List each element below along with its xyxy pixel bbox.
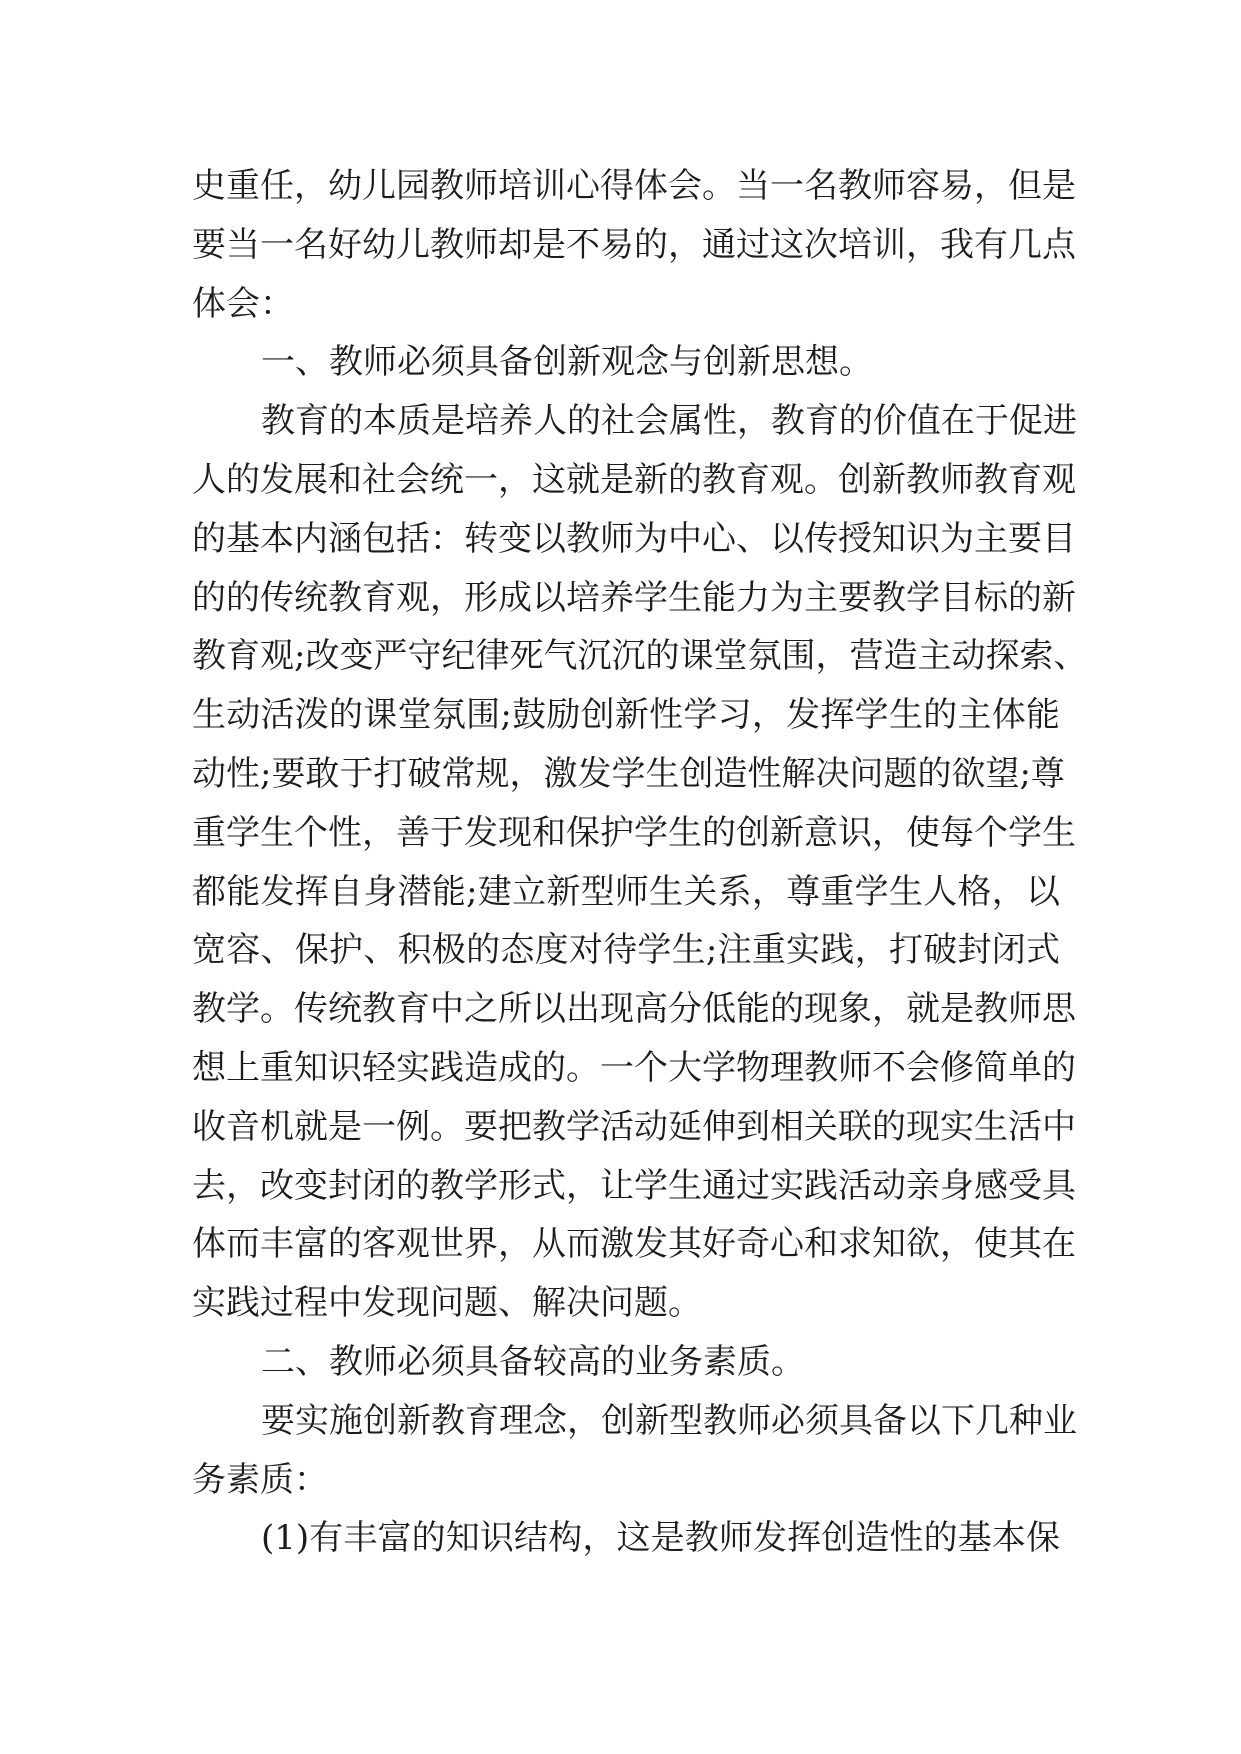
- section-heading-2: [192, 1333, 1060, 1392]
- paragraph-line: 的基本内涵包括：转变以教师为中心、以传授知识为主要目: [192, 518, 1076, 559]
- paragraph-line: 实践过程中发现问题、解决问题。: [192, 1283, 702, 1324]
- paragraph-line: 都能发挥自身潜能;建立新型师生关系，尊重学生人格，以: [192, 871, 1060, 912]
- paragraph-line: 的的传统教育观，形成以培养学生能力为主要教学目标的新: [192, 577, 1076, 618]
- paragraph-line: 体而丰富的客观世界，从而激发其好奇心和求知欲，使其在: [192, 1224, 1076, 1265]
- paragraph-item-1: [192, 1509, 1060, 1568]
- document-body: [192, 157, 1088, 1568]
- paragraph-line: 要实施创新教育理念，创新型教师必须具备以下几种业: [261, 1400, 1077, 1441]
- paragraph-line: 史重任，幼儿园教师培训心得体会。当一名教师容易，但是: [192, 166, 1076, 206]
- paragraph-line: 生动活泼的课堂氛围;鼓励创新性学习，发挥学生的主体能: [192, 695, 1060, 736]
- paragraph-line: 收音机就是一例。要把教学活动延伸到相关联的现实生活中: [192, 1106, 1076, 1147]
- paragraph-business-quality: [192, 1392, 1077, 1510]
- paragraph-line: 去，改变封闭的教学形式，让学生通过实践活动亲身感受具: [192, 1165, 1076, 1206]
- paragraph-line: (1)有丰富的知识结构，这是教师发挥创造性的基本保: [261, 1518, 1060, 1559]
- section-heading-line: 一、教师必须具备创新观念与创新思想。: [261, 342, 873, 383]
- section-heading-line: 二、教师必须具备较高的业务素质。: [261, 1341, 805, 1382]
- paragraph-line: 人的发展和社会统一，这就是新的教育观。创新教师教育观: [192, 459, 1076, 500]
- paragraph-line: 动性;要敢于打破常规，激发学生创造性解决问题的欲望;尊: [192, 753, 1065, 794]
- paragraph-line: 教育观;改变严守纪律死气沉沉的课堂氛围，营造主动探索、: [192, 636, 1088, 677]
- paragraph-continuation: [192, 157, 1076, 333]
- paragraph-education-concept: [192, 392, 1088, 1333]
- paragraph-line: 教学。传统教育中之所以出现高分低能的现象，就是教师思: [192, 989, 1076, 1030]
- paragraph-line: 重学生个性，善于发现和保护学生的创新意识，使每个学生: [192, 812, 1076, 853]
- paragraph-line: 教育的本质是培养人的社会属性，教育的价值在于促进: [261, 401, 1077, 442]
- paragraph-line: 想上重知识轻实践造成的。一个大学物理教师不会修简单的: [192, 1047, 1076, 1088]
- paragraph-line: 体会：: [192, 283, 294, 324]
- section-heading-1: [192, 333, 1060, 392]
- paragraph-line: 务素质：: [192, 1459, 328, 1500]
- paragraph-line: 宽容、保护、积极的态度对待学生;注重实践，打破封闭式: [192, 930, 1061, 971]
- paragraph-line: 要当一名好幼儿教师却是不易的，通过这次培训，我有几点: [192, 224, 1076, 265]
